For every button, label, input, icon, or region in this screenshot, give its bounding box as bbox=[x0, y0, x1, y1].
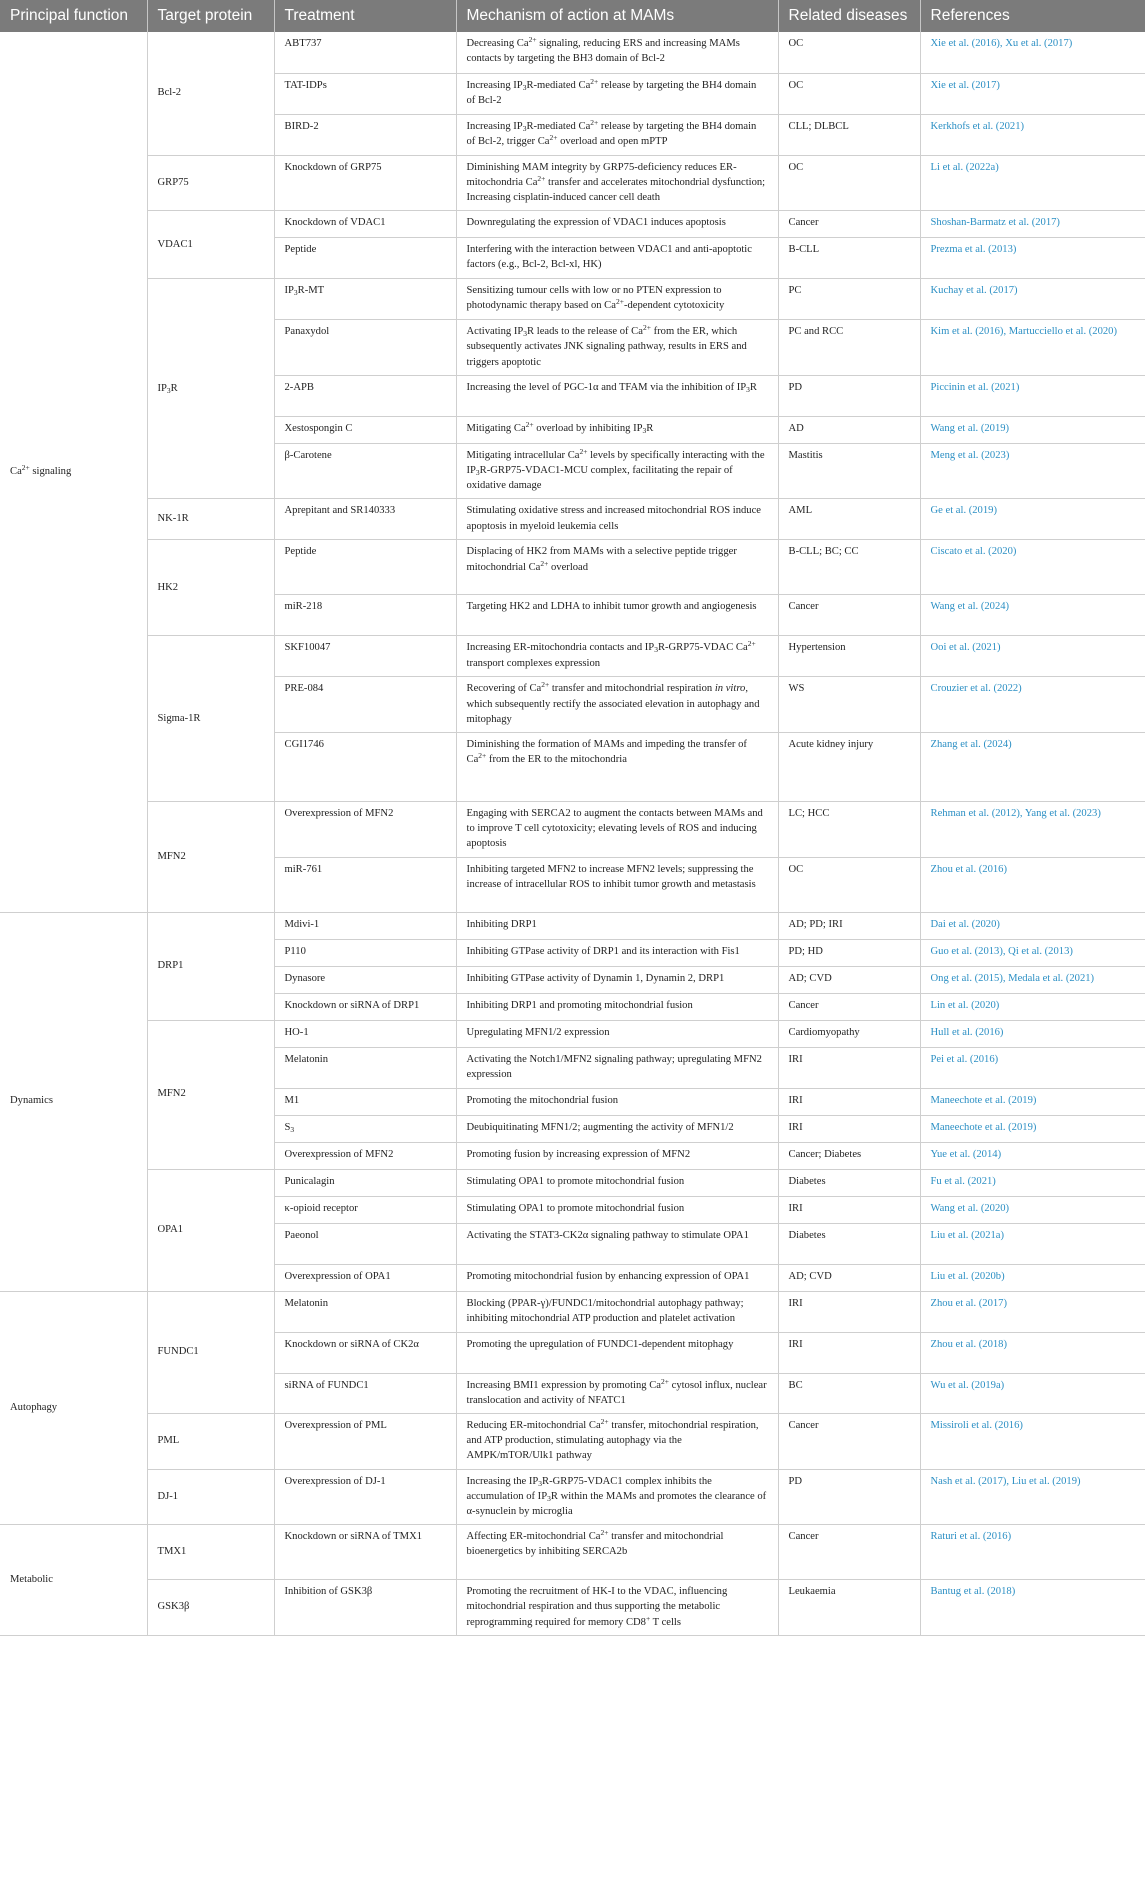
references-cell[interactable]: Wu et al. (2019a) bbox=[920, 1373, 1145, 1413]
target-protein-cell: TMX1 bbox=[147, 1525, 274, 1580]
header-references: References bbox=[920, 0, 1145, 32]
related-disease-cell: Hypertension bbox=[778, 636, 920, 677]
treatment-cell: Peptide bbox=[274, 540, 456, 595]
header-target-protein: Target protein bbox=[147, 0, 274, 32]
mechanism-cell: Activating the Notch1/MFN2 signaling pathway; upregulating MFN2 expression bbox=[456, 1047, 778, 1088]
references-cell[interactable]: Maneechote et al. (2019) bbox=[920, 1115, 1145, 1142]
mechanism-cell: Blocking (PPAR-γ)/FUNDC1/mitochondrial autophagy pathway; inhibiting mitochondrial ATP production and platelet activation bbox=[456, 1291, 778, 1332]
references-cell[interactable]: Yue et al. (2014) bbox=[920, 1142, 1145, 1169]
header-treatment: Treatment bbox=[274, 0, 456, 32]
references-cell[interactable]: Bantug et al. (2018) bbox=[920, 1580, 1145, 1636]
mechanism-cell: Engaging with SERCA2 to augment the contacts between MAMs and to improve T cell cytotoxicity; elevating levels of ROS and inducing apoptosis bbox=[456, 801, 778, 857]
related-disease-cell: Diabetes bbox=[778, 1169, 920, 1196]
treatment-cell: Overexpression of OPA1 bbox=[274, 1264, 456, 1291]
principal-function-cell: Dynamics bbox=[0, 912, 147, 1291]
related-disease-cell: IRI bbox=[778, 1332, 920, 1373]
treatment-cell: Knockdown or siRNA of DRP1 bbox=[274, 993, 456, 1020]
related-disease-cell: IRI bbox=[778, 1088, 920, 1115]
related-disease-cell: IRI bbox=[778, 1196, 920, 1223]
references-cell[interactable]: Pei et al. (2016) bbox=[920, 1047, 1145, 1088]
mechanism-cell: Inhibiting DRP1 bbox=[456, 912, 778, 939]
mechanism-cell: Promoting fusion by increasing expression of MFN2 bbox=[456, 1142, 778, 1169]
references-cell[interactable]: Meng et al. (2023) bbox=[920, 443, 1145, 499]
related-disease-cell: PC bbox=[778, 279, 920, 320]
treatment-cell: Melatonin bbox=[274, 1047, 456, 1088]
target-protein-cell: VDAC1 bbox=[147, 211, 274, 279]
related-disease-cell: Cancer; Diabetes bbox=[778, 1142, 920, 1169]
mechanism-cell: Promoting the mitochondrial fusion bbox=[456, 1088, 778, 1115]
mechanism-cell: Sensitizing tumour cells with low or no PTEN expression to photodynamic therapy based on $Ca^{2+}$-dependent cytotoxicity bbox=[456, 279, 778, 320]
table-row bbox=[0, 1469, 1145, 1525]
mechanism-cell: Interfering with the interaction between VDAC1 and anti-apoptotic factors (e.g., Bcl-2, Bcl-xl, HK) bbox=[456, 238, 778, 279]
treatment-cell: P110 bbox=[274, 939, 456, 966]
principal-function-cell: Metabolic bbox=[0, 1525, 147, 1636]
references-cell[interactable]: Wang et al. (2020) bbox=[920, 1196, 1145, 1223]
treatment-cell: Dynasore bbox=[274, 966, 456, 993]
treatment-cell: miR-761 bbox=[274, 857, 456, 912]
related-disease-cell: Cancer bbox=[778, 595, 920, 636]
treatment-cell: $S_3$ bbox=[274, 1115, 456, 1142]
mechanism-cell: Targeting HK2 and LDHA to inhibit tumor growth and angiogenesis bbox=[456, 595, 778, 636]
target-protein-cell: PML bbox=[147, 1413, 274, 1469]
target-protein-cell: NK-1R bbox=[147, 499, 274, 540]
header-row bbox=[0, 0, 1145, 32]
table-row bbox=[0, 1580, 1145, 1636]
table-row bbox=[0, 912, 1145, 939]
references-cell[interactable]: Ong et al. (2015), Medala et al. (2021) bbox=[920, 966, 1145, 993]
treatment-cell: M1 bbox=[274, 1088, 456, 1115]
mechanism-cell: Increasing the $IP_3R-GRP75-VDAC1$ complex inhibits the accumulation of $IP_3R$ within the MAMs and promotes the clearance of α-synuclein by microglia bbox=[456, 1469, 778, 1525]
references-cell[interactable]: Zhou et al. (2017) bbox=[920, 1291, 1145, 1332]
related-disease-cell: OC bbox=[778, 155, 920, 211]
references-cell[interactable]: Crouzier et al. (2022) bbox=[920, 677, 1145, 733]
references-cell[interactable]: Liu et al. (2021a) bbox=[920, 1223, 1145, 1264]
treatment-cell: κ-opioid receptor bbox=[274, 1196, 456, 1223]
mechanism-cell: Inhibiting DRP1 and promoting mitochondrial fusion bbox=[456, 993, 778, 1020]
mechanism-cell: Displacing of HK2 from MAMs with a selective peptide trigger mitochondrial $Ca^{2+}$ overload bbox=[456, 540, 778, 595]
references-cell[interactable]: Piccinin et al. (2021) bbox=[920, 375, 1145, 416]
treatment-cell: Knockdown of VDAC1 bbox=[274, 211, 456, 238]
references-cell[interactable]: Kuchay et al. (2017) bbox=[920, 279, 1145, 320]
header-principal-function: Principal function bbox=[0, 0, 147, 32]
references-cell[interactable]: Missiroli et al. (2016) bbox=[920, 1413, 1145, 1469]
mechanism-cell: Affecting ER-mitochondrial $Ca^{2+}$ transfer and mitochondrial bioenergetics by inhibiting SERCA2b bbox=[456, 1525, 778, 1580]
mechanism-cell: Deubiquitinating MFN1/2; augmenting the activity of MFN1/2 bbox=[456, 1115, 778, 1142]
mechanism-cell: Activating $IP_3R$ leads to the release of $Ca^{2+}$ from the ER, which subsequently activates JNK signaling pathway, results in ERS and triggers apoptotic bbox=[456, 320, 778, 376]
target-protein-cell: DJ-1 bbox=[147, 1469, 274, 1525]
table-row bbox=[0, 499, 1145, 540]
related-disease-cell: PC and RCC bbox=[778, 320, 920, 376]
related-disease-cell: B-CLL; BC; CC bbox=[778, 540, 920, 595]
references-cell[interactable]: Guo et al. (2013), Qi et al. (2013) bbox=[920, 939, 1145, 966]
related-disease-cell: Mastitis bbox=[778, 443, 920, 499]
table-row bbox=[0, 1020, 1145, 1047]
references-cell[interactable]: Ciscato et al. (2020) bbox=[920, 540, 1145, 595]
related-disease-cell: BC bbox=[778, 1373, 920, 1413]
table-row bbox=[0, 155, 1145, 211]
related-disease-cell: Acute kidney injury bbox=[778, 732, 920, 801]
references-cell[interactable]: Fu et al. (2021) bbox=[920, 1169, 1145, 1196]
related-disease-cell: AD; CVD bbox=[778, 1264, 920, 1291]
related-disease-cell: Cardiomyopathy bbox=[778, 1020, 920, 1047]
treatment-cell: Aprepitant and SR140333 bbox=[274, 499, 456, 540]
mechanism-cell: Upregulating MFN1/2 expression bbox=[456, 1020, 778, 1047]
table-row bbox=[0, 1291, 1145, 1332]
mechanism-cell: Diminishing the formation of MAMs and impeding the transfer of $Ca^{2+}$ from the ER to the mitochondria bbox=[456, 732, 778, 801]
related-disease-cell: PD bbox=[778, 1469, 920, 1525]
treatment-cell: BIRD-2 bbox=[274, 114, 456, 155]
mechanism-cell: Downregulating the expression of VDAC1 induces apoptosis bbox=[456, 211, 778, 238]
mechanism-cell: Increasing $IP_3R$-mediated $Ca^{2+}$ release by targeting the BH4 domain of Bcl-2 bbox=[456, 73, 778, 114]
target-protein-cell: FUNDC1 bbox=[147, 1291, 274, 1413]
treatment-cell: Overexpression of MFN2 bbox=[274, 801, 456, 857]
target-protein-cell: HK2 bbox=[147, 540, 274, 636]
references-cell[interactable]: Zhou et al. (2016) bbox=[920, 857, 1145, 912]
treatment-cell: Paeonol bbox=[274, 1223, 456, 1264]
treatment-cell: Punicalagin bbox=[274, 1169, 456, 1196]
related-disease-cell: Cancer bbox=[778, 211, 920, 238]
target-protein-cell: MFN2 bbox=[147, 801, 274, 912]
related-disease-cell: OC bbox=[778, 73, 920, 114]
mechanism-cell: Inhibiting GTPase activity of DRP1 and its interaction with Fis1 bbox=[456, 939, 778, 966]
table-row bbox=[0, 1169, 1145, 1196]
treatment-cell: TAT-IDPs bbox=[274, 73, 456, 114]
related-disease-cell: CLL; DLBCL bbox=[778, 114, 920, 155]
target-protein-cell: Sigma-1R bbox=[147, 636, 274, 802]
table-row bbox=[0, 801, 1145, 857]
references-cell[interactable]: Zhang et al. (2024) bbox=[920, 732, 1145, 801]
treatment-cell: CGI1746 bbox=[274, 732, 456, 801]
treatment-cell: 2-APB bbox=[274, 375, 456, 416]
related-disease-cell: Cancer bbox=[778, 1413, 920, 1469]
related-disease-cell: Diabetes bbox=[778, 1223, 920, 1264]
header-related-diseases: Related diseases bbox=[778, 0, 920, 32]
references-cell[interactable]: Hull et al. (2016) bbox=[920, 1020, 1145, 1047]
table-row bbox=[0, 1525, 1145, 1580]
mechanism-cell: Decreasing $Ca^{2+}$ signaling, reducing ERS and increasing MAMs contacts by targeting the BH3 domain of Bcl-2 bbox=[456, 32, 778, 73]
mechanism-cell: Stimulating OPA1 to promote mitochondrial fusion bbox=[456, 1196, 778, 1223]
references-cell[interactable]: Nash et al. (2017), Liu et al. (2019) bbox=[920, 1469, 1145, 1525]
related-disease-cell: AD; CVD bbox=[778, 966, 920, 993]
related-disease-cell: Leukaemia bbox=[778, 1580, 920, 1636]
related-disease-cell: PD; HD bbox=[778, 939, 920, 966]
table-row bbox=[0, 279, 1145, 320]
mechanism-cell: Inhibiting targeted MFN2 to increase MFN2 levels; suppressing the increase of intracellular ROS to inhibit tumor growth and metastasis bbox=[456, 857, 778, 912]
table-row bbox=[0, 1413, 1145, 1469]
mechanism-cell: Activating the STAT3-CK2α signaling pathway to stimulate OPA1 bbox=[456, 1223, 778, 1264]
mechanism-cell: Reducing ER-mitochondrial $Ca^{2+}$ transfer, mitochondrial respiration, and ATP production, stimulating autophagy via the AMPK/mTOR/Ulk1 pathway bbox=[456, 1413, 778, 1469]
mechanism-cell: Promoting the upregulation of FUNDC1-dependent mitophagy bbox=[456, 1332, 778, 1373]
treatment-cell: Overexpression of DJ-1 bbox=[274, 1469, 456, 1525]
references-cell[interactable]: Raturi et al. (2016) bbox=[920, 1525, 1145, 1580]
treatment-cell: $IP_3R-MT$ bbox=[274, 279, 456, 320]
mechanism-cell: Diminishing MAM integrity by GRP75-deficiency reduces ER-mitochondria $Ca^{2+}$ transfer and accelerates mitochondrial dysfunction; Increasing cisplatin-induced cancer cell death bbox=[456, 155, 778, 211]
related-disease-cell: IRI bbox=[778, 1291, 920, 1332]
treatment-cell: Xestospongin C bbox=[274, 416, 456, 443]
treatment-cell: ABT737 bbox=[274, 32, 456, 73]
references-cell[interactable]: Dai et al. (2020) bbox=[920, 912, 1145, 939]
mechanism-cell: Stimulating OPA1 to promote mitochondrial fusion bbox=[456, 1169, 778, 1196]
related-disease-cell: IRI bbox=[778, 1115, 920, 1142]
table-body bbox=[0, 32, 1145, 1635]
treatment-cell: Peptide bbox=[274, 238, 456, 279]
mechanism-cell: Increasing ER-mitochondria contacts and $IP_3R-GRP75$-VDAC $Ca^{2+}$ transport complexes expression bbox=[456, 636, 778, 677]
treatment-cell: SKF10047 bbox=[274, 636, 456, 677]
references-cell[interactable]: Rehman et al. (2012), Yang et al. (2023) bbox=[920, 801, 1145, 857]
related-disease-cell: OC bbox=[778, 857, 920, 912]
mechanism-cell: Promoting mitochondrial fusion by enhancing expression of OPA1 bbox=[456, 1264, 778, 1291]
target-protein-cell: DRP1 bbox=[147, 912, 274, 1020]
treatment-cell: Overexpression of PML bbox=[274, 1413, 456, 1469]
treatment-cell: Knockdown or siRNA of TMX1 bbox=[274, 1525, 456, 1580]
treatment-cell: Melatonin bbox=[274, 1291, 456, 1332]
references-cell[interactable]: Prezma et al. (2013) bbox=[920, 238, 1145, 279]
mechanism-cell: Inhibiting GTPase activity of Dynamin 1, Dynamin 2, DRP1 bbox=[456, 966, 778, 993]
mechanism-cell: Promoting the recruitment of HK-I to the VDAC, influencing mitochondrial respiration and thus supporting the metabolic reprogramming required for memory CD8+ T cells bbox=[456, 1580, 778, 1636]
target-protein-cell: Bcl-2 bbox=[147, 32, 274, 155]
mechanism-cell: Mitigating intracellular $Ca^{2+}$ levels by specifically interacting with the $IP_3R-GRP75-VDAC1$-MCU complex, facilitating the repair of oxidative damage bbox=[456, 443, 778, 499]
related-disease-cell: LC; HCC bbox=[778, 801, 920, 857]
related-disease-cell: Cancer bbox=[778, 1525, 920, 1580]
treatment-cell: β-Carotene bbox=[274, 443, 456, 499]
target-protein-cell: GRP75 bbox=[147, 155, 274, 211]
references-cell[interactable]: Ge et al. (2019) bbox=[920, 499, 1145, 540]
mechanism-cell: Stimulating oxidative stress and increased mitochondrial ROS induce apoptosis in myeloid leukemia cells bbox=[456, 499, 778, 540]
references-cell[interactable]: Xie et al. (2017) bbox=[920, 73, 1145, 114]
references-cell[interactable]: Wang et al. (2024) bbox=[920, 595, 1145, 636]
references-cell[interactable]: Maneechote et al. (2019) bbox=[920, 1088, 1145, 1115]
treatment-cell: PRE-084 bbox=[274, 677, 456, 733]
references-cell[interactable]: Kerkhofs et al. (2021) bbox=[920, 114, 1145, 155]
principal-function-cell: Autophagy bbox=[0, 1291, 147, 1525]
treatment-cell: Mdivi-1 bbox=[274, 912, 456, 939]
references-cell[interactable]: Liu et al. (2020b) bbox=[920, 1264, 1145, 1291]
target-protein-cell: OPA1 bbox=[147, 1169, 274, 1291]
references-cell[interactable]: Lin et al. (2020) bbox=[920, 993, 1145, 1020]
references-cell[interactable]: Wang et al. (2019) bbox=[920, 416, 1145, 443]
related-disease-cell: WS bbox=[778, 677, 920, 733]
treatment-cell: HO-1 bbox=[274, 1020, 456, 1047]
mechanism-cell: Increasing BMI1 expression by promoting $Ca^{2+}$ cytosol influx, nuclear translocation and activity of NFATC1 bbox=[456, 1373, 778, 1413]
references-cell[interactable]: Li et al. (2022a) bbox=[920, 155, 1145, 211]
related-disease-cell: AD; PD; IRI bbox=[778, 912, 920, 939]
treatment-cell: Knockdown of GRP75 bbox=[274, 155, 456, 211]
target-protein-cell: MFN2 bbox=[147, 1020, 274, 1169]
treatment-cell: Knockdown or siRNA of CK2α bbox=[274, 1332, 456, 1373]
target-protein-cell: $IP_3R$ bbox=[147, 279, 274, 499]
table-row bbox=[0, 211, 1145, 238]
mechanism-cell: Increasing $IP_3R$-mediated $Ca^{2+}$ release by targeting the BH4 domain of Bcl-2, trigger $Ca^{2+}$ overload and open mPTP bbox=[456, 114, 778, 155]
references-cell[interactable]: Xie et al. (2016), Xu et al. (2017) bbox=[920, 32, 1145, 73]
related-disease-cell: OC bbox=[778, 32, 920, 73]
table-row bbox=[0, 636, 1145, 677]
treatment-cell: Overexpression of MFN2 bbox=[274, 1142, 456, 1169]
related-disease-cell: AD bbox=[778, 416, 920, 443]
mechanism-cell: Increasing the level of PGC-1α and TFAM via the inhibition of $IP_3R$ bbox=[456, 375, 778, 416]
references-cell[interactable]: Kim et al. (2016), Martucciello et al. (2020) bbox=[920, 320, 1145, 376]
treatment-cell: siRNA of FUNDC1 bbox=[274, 1373, 456, 1413]
mechanism-cell: Recovering of $Ca^{2+}$ transfer and mitochondrial respiration in vitro, which subsequently rectify the associated elevation in autophagy and mitophagy bbox=[456, 677, 778, 733]
header-mechanism: Mechanism of action at MAMs bbox=[456, 0, 778, 32]
references-cell[interactable]: Ooi et al. (2021) bbox=[920, 636, 1145, 677]
principal-function-cell: $Ca^{2+}$ signaling bbox=[0, 32, 147, 912]
related-disease-cell: AML bbox=[778, 499, 920, 540]
table-row bbox=[0, 32, 1145, 73]
references-cell[interactable]: Zhou et al. (2018) bbox=[920, 1332, 1145, 1373]
mechanism-cell: Mitigating $Ca^{2+}$ overload by inhibiting $IP_3R$ bbox=[456, 416, 778, 443]
related-disease-cell: IRI bbox=[778, 1047, 920, 1088]
table-row bbox=[0, 540, 1145, 595]
references-cell[interactable]: Shoshan-Barmatz et al. (2017) bbox=[920, 211, 1145, 238]
related-disease-cell: Cancer bbox=[778, 993, 920, 1020]
treatment-cell: Panaxydol bbox=[274, 320, 456, 376]
related-disease-cell: B-CLL bbox=[778, 238, 920, 279]
treatment-cell: Inhibition of GSK3β bbox=[274, 1580, 456, 1636]
related-disease-cell: PD bbox=[778, 375, 920, 416]
target-protein-cell: GSK3β bbox=[147, 1580, 274, 1636]
treatment-cell: miR-218 bbox=[274, 595, 456, 636]
